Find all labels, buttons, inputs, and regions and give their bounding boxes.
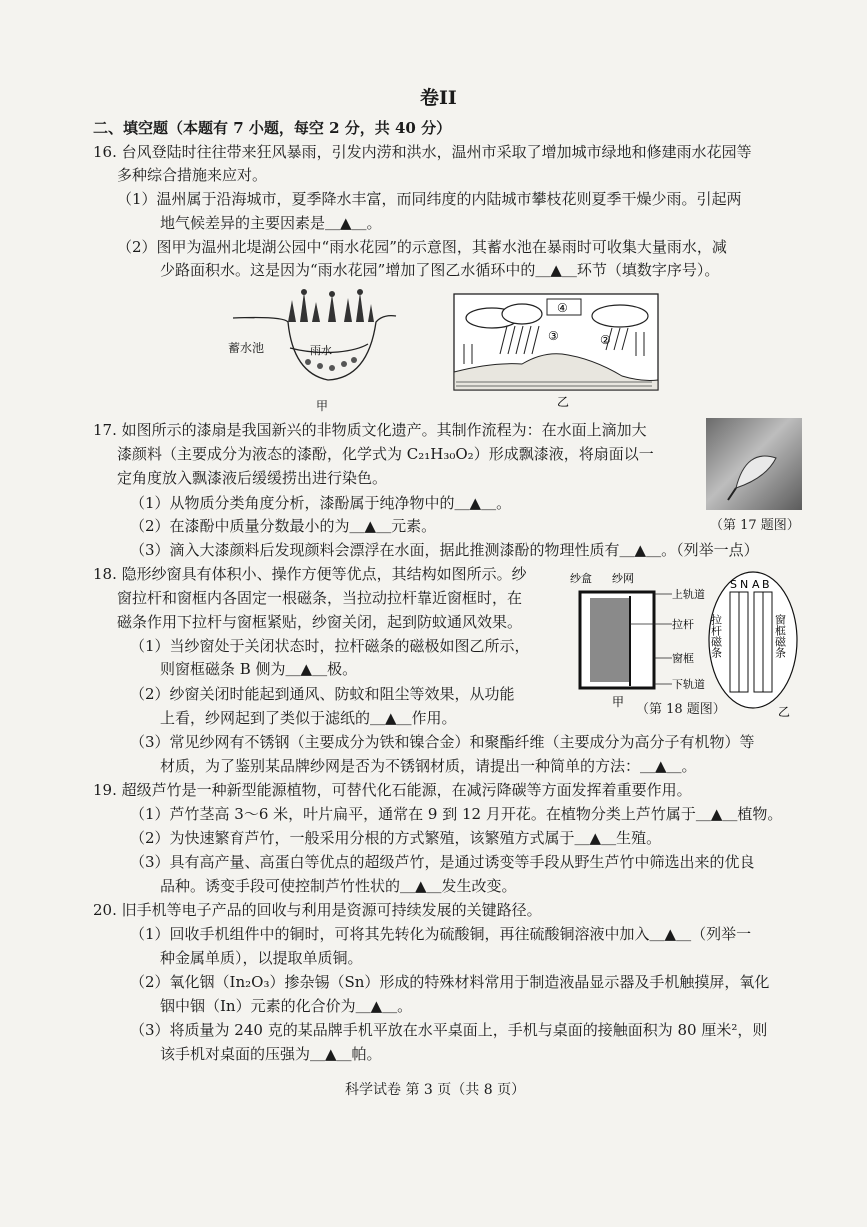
q18-figure-caption: （第 18 题图） [636, 702, 726, 717]
label-shang-gui: 上轨道 [672, 588, 705, 601]
q20-line: 种金属单质），以提取单质铜。 [160, 949, 363, 967]
cycle-num-2: ② [600, 333, 611, 347]
page-footer: 科学试卷 第 3 页（共 8 页） [345, 1082, 526, 1098]
q16-line: （1）温州属于沿海城市，夏季降水丰富，而同纬度的内陆城市攀枝花则夏季干燥少雨。引起两 [117, 190, 742, 208]
label-B: B [762, 578, 770, 591]
fan-icon [706, 418, 802, 510]
q18-line: 磁条作用下拉杆与窗框紧贴，纱窗关闭，起到防蚊通风效果。 [117, 613, 523, 631]
q18-line: 18. 隐形纱窗具有体积小、操作方便等优点，其结构如图所示。纱 [93, 565, 527, 583]
cycle-num-3: ③ [548, 329, 559, 343]
q20-line: （1）回收手机组件中的铜时，可将其先转化为硫酸铜，再往硫酸铜溶液中加入＿▲＿（列举一 [130, 925, 752, 943]
pool-label: 蓄水池 [228, 341, 265, 355]
figure-caption-yi: 乙 [557, 395, 570, 409]
label-magnet-right: 窗框磁条 [773, 614, 787, 658]
q18-line: （3）常见纱网有不锈钢（主要成分为铁和镍合金）和聚酯纤维（主要成分为高分子有机物）等 [130, 733, 755, 751]
label-xia-gui: 下轨道 [672, 678, 705, 691]
q18-line: 上看，纱网起到了类似于滤纸的＿▲＿作用。 [160, 709, 457, 727]
label-magnet-left: 拉杆磁条 [709, 614, 723, 658]
label-sha-he: 纱盒 [570, 572, 592, 585]
q17-line: 17. 如图所示的漆扇是我国新兴的非物质文化遗产。其制作流程为：在水面上滴加大 [93, 421, 647, 439]
q20-line: （2）氧化铟（In₂O₃）掺杂锡（Sn）形成的特殊材料常用于制造液晶显示器及手机触摸屏，氧化 [130, 973, 770, 991]
lacquer-fan-photo [706, 418, 802, 510]
water-cycle-figure [452, 292, 674, 410]
section-header: 二、填空题（本题有 7 小题，每空 2 分，共 40 分） [93, 119, 452, 137]
q18-line: 窗拉杆和窗框内各固定一根磁条，当拉动拉杆靠近窗框时，在 [117, 589, 523, 607]
q17-line: （3）滴入大漆颜料后发现颜料会漂浮在水面，据此推测漆酚的物理性质有＿▲＿。（列举一点） [130, 541, 759, 559]
q19-line: 19. 超级芦竹是一种新型能源植物，可替代化石能源，在减污降碳等方面发挥着重要作用。 [93, 781, 692, 799]
q18-line: （1）当纱窗处于关闭状态时，拉杆磁条的磁极如图乙所示， [130, 637, 530, 655]
label-yi: 乙 [778, 705, 791, 718]
paper-title: 卷II [420, 87, 457, 109]
q16-line: （2）图甲为温州北堤湖公园中“雨水花园”的示意图，其蓄水池在暴雨时可收集大量雨水，减 [117, 238, 727, 256]
q19-line: （2）为快速繁育芦竹，一般采用分根的方式繁殖，该繁殖方式属于＿▲＿生殖。 [130, 829, 662, 847]
q17-line: （1）从物质分类角度分析，漆酚属于纯净物中的＿▲＿。 [130, 494, 512, 512]
q17-line: （2）在漆酚中质量分数最小的为＿▲＿元素。 [130, 517, 437, 535]
label-la-gan: 拉杆 [672, 618, 694, 631]
q16-line: 地气候差异的主要因素是＿▲＿。 [160, 214, 382, 232]
q18-line: 则窗框磁条 B 侧为＿▲＿极。 [160, 660, 358, 678]
figure-caption-jia: 甲 [316, 399, 329, 413]
q18-line: （2）纱窗关闭时能起到通风、防蚊和阻尘等效果，从功能 [130, 685, 515, 703]
label-jia: 甲 [612, 695, 625, 709]
q16-line: 多种综合措施来应对。 [117, 166, 268, 184]
q18-line: 材质，为了鉴别某品牌纱网是否为不锈钢材质，请提出一种简单的方法：＿▲＿。 [160, 757, 697, 775]
q20-line: 铟中铟（In）元素的化合价为＿▲＿。 [160, 997, 413, 1015]
label-A: A [752, 578, 760, 591]
q16-line: 少路面积水。这是因为“雨水花园”增加了图乙水循环中的＿▲＿环节（填数字序号）。 [160, 261, 720, 279]
label-N: N [740, 578, 749, 591]
q19-line: 品种。诱变手段可使控制芦竹性状的＿▲＿发生改变。 [160, 877, 517, 895]
q20-line: （3）将质量为 240 克的某品牌手机平放在水平桌面上，手机与桌面的接触面积为 80 厘米²，则 [130, 1021, 768, 1039]
label-S: S [730, 578, 737, 591]
q19-line: （1）芦竹茎高 3～6 米，叶片扁平，通常在 9 到 12 月开花。在植物分类上芦竹属于＿▲＿植物。 [130, 805, 783, 823]
q17-line: 漆颜料（主要成分为液态的漆酚，化学式为 C₂₁H₃₀O₂）形成飘漆液，将扇面以一 [117, 445, 654, 463]
label-chuang-kuang: 窗框 [672, 652, 694, 665]
cycle-num-4: ④ [557, 301, 568, 315]
q20-line: 20. 旧手机等电子产品的回收与利用是资源可持续发展的关键路径。 [93, 901, 542, 919]
rain-label: 雨水 [310, 344, 332, 357]
screen-window-figure [568, 568, 808, 718]
rain-garden-figure [228, 288, 398, 413]
q17-figure-caption: （第 17 题图） [710, 518, 800, 533]
q20-line: 该手机对桌面的压强为＿▲＿帕。 [160, 1045, 382, 1063]
q16-line: 16. 台风登陆时往往带来狂风暴雨，引发内涝和洪水，温州市采取了增加城市绿地和修建雨水花园等 [93, 143, 752, 161]
label-sha-wang: 纱网 [612, 572, 634, 585]
q19-line: （3）具有高产量、高蛋白等优点的超级芦竹，是通过诱变等手段从野生芦竹中筛选出来的优良 [130, 853, 755, 871]
q17-line: 定角度放入飘漆液后缓缓捞出进行染色。 [117, 469, 388, 487]
